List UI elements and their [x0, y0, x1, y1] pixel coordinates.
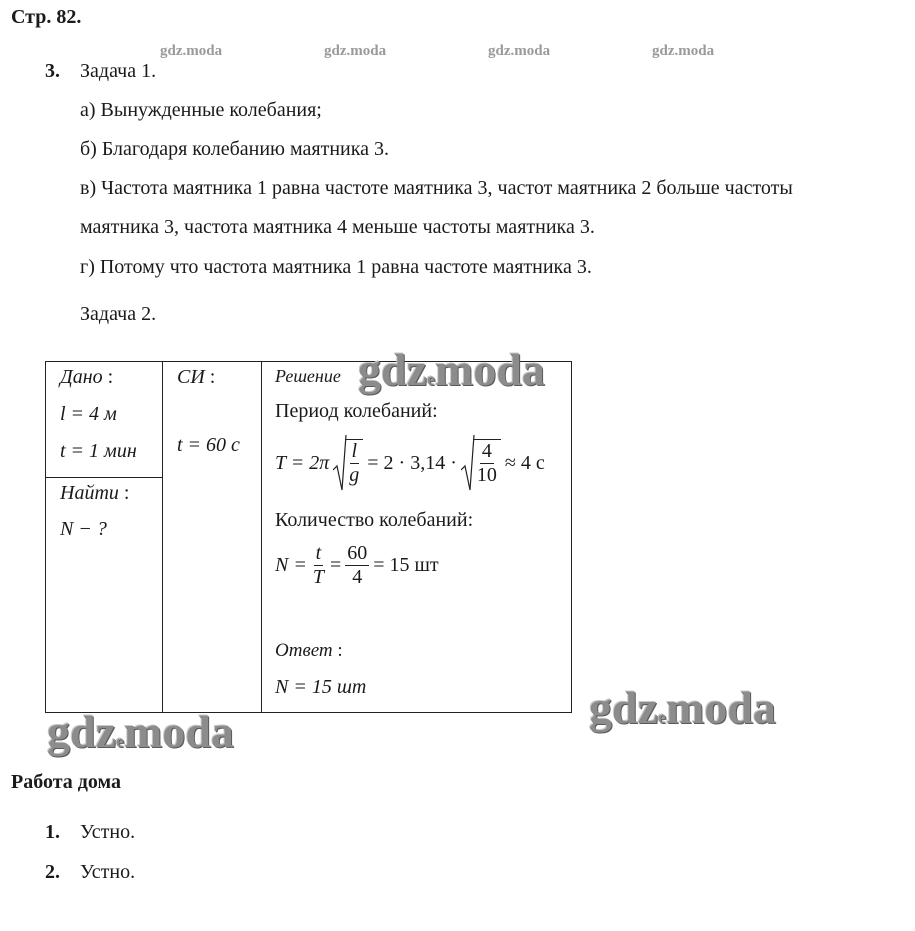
period-formula: T = 2π $\frac{l}{g}$ = 2 · 3,14 · $\frac{4}{10}$ ≈ 4 с [275, 434, 545, 492]
answer-line-b: б) Благодаря колебанию маятника 3. [80, 138, 390, 160]
si-value: t = 60 с [177, 434, 240, 456]
table-divider [162, 362, 163, 712]
answer-line-c-cont: маятника 3, частота маятника 4 меньше частоты маятника 3. [80, 216, 595, 238]
given-time: t = 1 мин [60, 440, 137, 462]
task-title: Задача 1. [80, 60, 157, 82]
watermark-small: gdz.moda [652, 43, 715, 59]
sqrt-l-over-g: $\frac{l}{g}$ [333, 434, 363, 492]
table-divider [46, 477, 162, 478]
count-label: Количество колебаний: [275, 509, 474, 531]
homework-item-text: Устно. [80, 821, 136, 843]
task2-title: Задача 2. [80, 303, 157, 325]
sqrt-4-over-10: $\frac{4}{10}$ [461, 434, 501, 492]
period-label: Период колебаний: [275, 400, 438, 422]
answer-line-d: г) Потому что частота маятника 1 равна частоте маятника 3. [80, 256, 592, 278]
homework-title: Работа дома [11, 771, 121, 793]
homework-item-number: 2. [45, 861, 60, 883]
watermark-small: gdz.moda [324, 43, 387, 59]
find-value: N − ? [60, 518, 107, 540]
watermark-small: gdz.moda [488, 43, 551, 59]
watermark-large: gdzemoda [589, 682, 776, 733]
si-header: СИ : [177, 366, 216, 388]
homework-item-text: Устно. [80, 861, 136, 883]
page-number: Стр. 82. [11, 6, 82, 28]
watermark-large: gdzemoda [358, 344, 545, 395]
solution-header: Решение [275, 366, 341, 386]
solution-table [45, 361, 572, 713]
answer-value: N = 15 шт [275, 676, 367, 698]
watermark-small: gdz.moda [160, 43, 223, 59]
find-header: Найти : [60, 482, 130, 504]
homework-item-number: 1. [45, 821, 60, 843]
task-number: 3. [45, 60, 60, 82]
answer-line-c: в) Частота маятника 1 равна частоте маятника 3, частот маятника 2 больше частоты [80, 177, 793, 199]
answer-line-a: а) Вынужденные колебания; [80, 99, 322, 121]
table-divider [261, 362, 262, 712]
given-header: Дано : [60, 366, 114, 388]
answer-header: Ответ : [275, 640, 343, 661]
count-formula: N = $\frac{t}{T}$ = $\frac{60}{4}$ = 15 шт [275, 542, 439, 588]
given-length: l = 4 м [60, 403, 117, 425]
watermark-large: gdzemoda [47, 706, 234, 757]
